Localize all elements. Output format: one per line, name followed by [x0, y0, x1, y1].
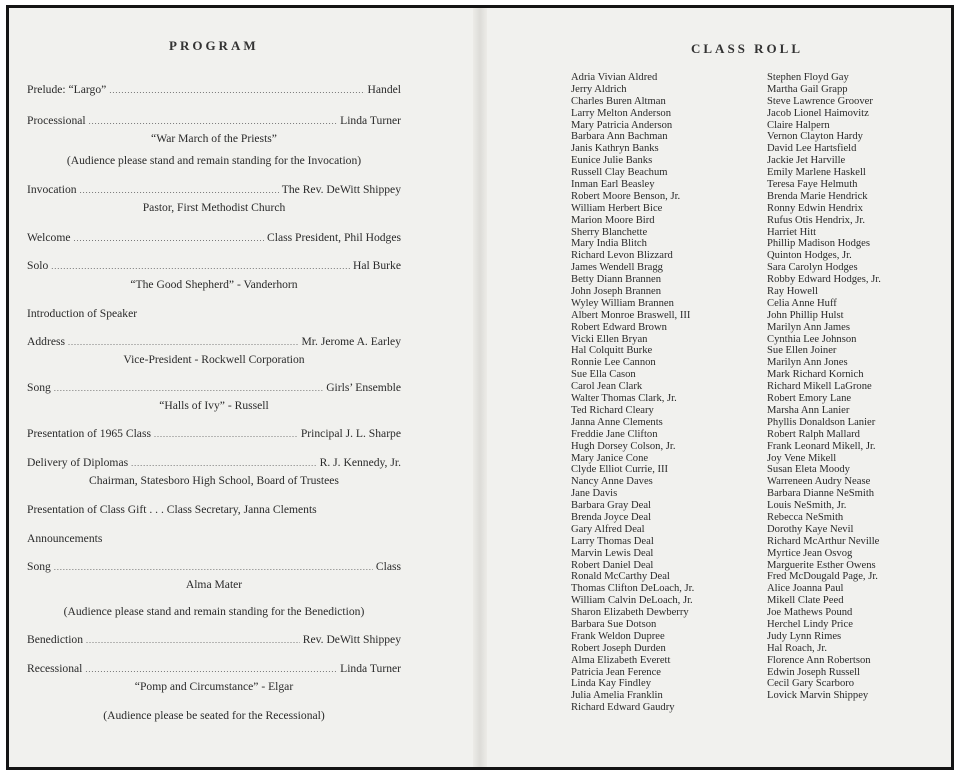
list-item: Brenda Joyce Deal — [571, 511, 652, 523]
presentation-class-presenter: Principal J. L. Sharpe — [300, 427, 401, 440]
processional-line — [27, 114, 401, 129]
welcome-line — [27, 231, 401, 246]
audience-seated: (Audience please be seated for the Recessional) — [103, 709, 325, 722]
delivery-presenter: R. J. Kennedy, Jr. — [319, 456, 401, 469]
list-item: Celia Anne Huff — [767, 297, 837, 309]
list-item: Hugh Dorsey Colson, Jr. — [571, 440, 676, 452]
program-heading: PROGRAM — [169, 38, 259, 53]
invocation-subtitle: Pastor, First Methodist Church — [142, 201, 286, 214]
list-item: Jane Davis — [571, 488, 618, 500]
list-item: Harriet Hitt — [767, 226, 817, 238]
class-roll-column-2 — [767, 72, 881, 702]
list-item: Richard Mikell LaGrone — [767, 381, 872, 393]
list-item: Robby Edward Hodges, Jr. — [767, 274, 881, 286]
list-item: Warreneen Audry Nease — [767, 476, 871, 488]
leader-dots — [109, 84, 364, 98]
list-item: Marvin Lewis Deal — [571, 547, 654, 559]
audience-stand-benediction: (Audience please stand and remain standing for the Benediction) — [63, 605, 365, 618]
list-item: William Calvin DeLoach, Jr. — [571, 595, 693, 607]
list-item: Janis Kathryn Banks — [571, 143, 659, 155]
list-item: Robert Daniel Deal — [571, 559, 654, 571]
list-item: Charles Buren Altman — [571, 95, 666, 107]
list-item: Russell Clay Beachum — [571, 167, 668, 179]
list-item: Patricia Jean Ference — [571, 666, 662, 678]
song1-line — [27, 381, 401, 396]
list-item: Florence Ann Robertson — [767, 654, 871, 666]
list-item: James Wendell Bragg — [571, 262, 663, 274]
list-item: Rufus Otis Hendrix, Jr. — [767, 214, 865, 226]
solo-label: Solo — [27, 259, 49, 272]
benediction-line — [27, 633, 401, 648]
list-item: Ronnie Lee Cannon — [571, 357, 656, 369]
song2-performer: Class — [375, 560, 401, 573]
list-item: Sue Ellen Joiner — [767, 345, 837, 357]
class-roll-column-1 — [571, 72, 694, 714]
class-roll-heading: CLASS ROLL — [691, 41, 803, 56]
list-item: Marsha Ann Lanier — [767, 404, 850, 416]
list-item: Phyllis Donaldson Lanier — [767, 416, 876, 428]
list-item: Barbara Ann Bachman — [571, 131, 668, 143]
solo-line — [27, 259, 401, 274]
song1-label: Song — [27, 381, 51, 394]
list-item: Alice Joanna Paul — [767, 583, 844, 595]
list-item: Carol Jean Clark — [571, 381, 643, 393]
list-item: Claire Halpern — [767, 119, 830, 131]
list-item: Larry Thomas Deal — [571, 535, 654, 547]
solo-performer: Hal Burke — [353, 259, 401, 272]
list-item: Dorothy Kaye Nevil — [767, 523, 854, 535]
recessional-piece: “Pomp and Circumstance” - Elgar — [134, 680, 294, 693]
list-item: Teresa Faye Helmuth — [767, 179, 858, 191]
list-item: Mark Richard Kornich — [767, 369, 864, 381]
list-item: Adria Vivian Aldred — [571, 72, 658, 83]
list-item: Ray Howell — [767, 286, 818, 298]
list-item: Judy Lynn Rimes — [767, 630, 842, 642]
leader-dots — [86, 634, 300, 648]
list-item: Marion Moore Bird — [571, 214, 655, 226]
list-item: Fred McDougald Page, Jr. — [767, 571, 878, 583]
solo-piece: “The Good Shepherd” - Vanderhorn — [130, 278, 298, 291]
address-line — [27, 335, 401, 350]
list-item: Clyde Elliot Currie, III — [571, 464, 669, 476]
list-item: Phillip Madison Hodges — [767, 238, 870, 250]
list-item: Stephen Floyd Gay — [767, 72, 849, 83]
invocation-officiant: The Rev. DeWitt Shippey — [281, 183, 401, 196]
prelude-performer: Handel — [367, 83, 401, 96]
list-item: Mary Patricia Anderson — [571, 119, 673, 131]
leader-dots — [80, 184, 279, 198]
announcements-line: Announcements — [27, 532, 103, 545]
list-item: Frank Weldon Dupree — [571, 630, 665, 642]
list-item: Richard Levon Blizzard — [571, 250, 673, 262]
list-item: Rebecca NeSmith — [767, 511, 844, 523]
list-item: Joy Vene Mikell — [767, 452, 837, 464]
presentation-class-line — [27, 427, 401, 442]
list-item: Mary India Blitch — [571, 238, 647, 250]
list-item: John Phillip Hulst — [767, 309, 844, 321]
list-item: Brenda Marie Hendrick — [767, 190, 868, 202]
list-item: Walter Thomas Clark, Jr. — [571, 393, 677, 405]
processional-performer: Linda Turner — [340, 114, 401, 127]
list-item: Wyley William Brannen — [571, 297, 674, 309]
list-item: Sherry Blanchette — [571, 226, 648, 238]
welcome-speaker: Class President, Phil Hodges — [267, 231, 401, 244]
list-item: Janna Anne Clements — [571, 416, 663, 428]
delivery-line — [27, 456, 401, 471]
address-speaker: Mr. Jerome A. Earley — [301, 335, 401, 348]
list-item: Nancy Anne Daves — [571, 476, 653, 488]
address-label: Address — [27, 335, 65, 348]
list-item: Jerry Aldrich — [571, 83, 627, 95]
list-item: Ronald McCarthy Deal — [571, 571, 670, 583]
delivery-label: Delivery of Diplomas — [27, 456, 129, 469]
list-item: Barbara Dianne NeSmith — [767, 488, 875, 500]
list-item: Martha Gail Grapp — [767, 83, 848, 95]
recessional-label: Recessional — [27, 662, 83, 675]
presentation-class-label: Presentation of 1965 Class — [27, 427, 151, 440]
leader-dots — [54, 382, 323, 396]
list-item: Gary Alfred Deal — [571, 523, 645, 535]
list-item: Marguerite Esther Owens — [767, 559, 876, 571]
list-item: Mary Janice Cone — [571, 452, 649, 464]
benediction-officiant: Rev. DeWitt Shippey — [302, 633, 401, 646]
leader-dots — [154, 428, 298, 442]
list-item: Ted Richard Cleary — [571, 404, 654, 416]
list-item: Edwin Joseph Russell — [767, 666, 860, 678]
list-item: Frank Leonard Mikell, Jr. — [767, 440, 876, 452]
list-item: Robert Edward Brown — [571, 321, 667, 333]
list-item: Steve Lawrence Groover — [767, 95, 873, 107]
address-subtitle: Vice-President - Rockwell Corporation — [123, 353, 305, 366]
list-item: Thomas Clifton DeLoach, Jr. — [571, 583, 695, 595]
list-item: Betty Diann Brannen — [571, 274, 662, 286]
prelude-line — [27, 83, 401, 98]
list-item: Herchel Lindy Price — [767, 618, 853, 630]
leader-dots — [89, 115, 338, 129]
leader-dots — [54, 561, 373, 575]
leader-dots — [131, 457, 317, 471]
list-item: Hal Roach, Jr. — [767, 642, 828, 654]
list-item: Emily Marlene Haskell — [767, 167, 866, 179]
list-item: Robert Emory Lane — [767, 393, 852, 405]
list-item: Julia Amelia Franklin — [571, 690, 663, 702]
list-item: Robert Ralph Mallard — [767, 428, 860, 440]
list-item: Richard McArthur Neville — [767, 535, 880, 547]
list-item: Vicki Ellen Bryan — [571, 333, 648, 345]
song1-piece: “Halls of Ivy” - Russell — [159, 399, 269, 412]
invocation-line — [27, 183, 401, 198]
list-item: Eunice Julie Banks — [571, 155, 653, 167]
list-item: Myrtice Jean Osvog — [767, 547, 853, 559]
list-item: Jacob Lionel Haimovitz — [767, 107, 869, 119]
list-item: Jackie Jet Harville — [767, 155, 846, 167]
list-item: Cynthia Lee Johnson — [767, 333, 857, 345]
list-item: Louis NeSmith, Jr. — [767, 500, 847, 512]
list-item: Barbara Gray Deal — [571, 500, 651, 512]
program-document — [6, 5, 954, 770]
song2-label: Song — [27, 560, 51, 573]
list-item: Freddie Jane Clifton — [571, 428, 658, 440]
list-item: William Herbert Bice — [571, 202, 663, 214]
invocation-label: Invocation — [27, 183, 77, 196]
list-item: Richard Edward Gaudry — [571, 702, 675, 714]
class-gift-line: Presentation of Class Gift . . . Class Secretary, Janna Clements — [27, 503, 317, 516]
delivery-subtitle: Chairman, Statesboro High School, Board of Trustees — [89, 474, 339, 487]
list-item: Linda Kay Findley — [571, 678, 652, 690]
list-item: Ronny Edwin Hendrix — [767, 202, 863, 214]
page-fold — [473, 8, 487, 767]
recessional-performer: Linda Turner — [340, 662, 401, 675]
introduction-line: Introduction of Speaker — [27, 307, 138, 320]
list-item: Hal Colquitt Burke — [571, 345, 653, 357]
list-item: Sara Carolyn Hodges — [767, 262, 858, 274]
benediction-label: Benediction — [27, 633, 84, 646]
song2-line — [27, 560, 401, 575]
list-item: Sharon Elizabeth Dewberry — [571, 607, 689, 619]
welcome-label: Welcome — [27, 231, 71, 244]
audience-stand-invocation: (Audience please stand and remain standing for the Invocation) — [66, 154, 362, 167]
list-item: Mikell Clate Peed — [767, 595, 844, 607]
list-item: Lovick Marvin Shippey — [767, 690, 869, 702]
list-item: Cecil Gary Scarboro — [767, 678, 855, 690]
list-item: Albert Monroe Braswell, III — [571, 309, 691, 321]
song2-piece: Alma Mater — [185, 578, 243, 591]
processional-piece: “War March of the Priests” — [151, 132, 277, 145]
list-item: Marilyn Ann Jones — [767, 357, 848, 369]
song1-performer: Girls’ Ensemble — [326, 381, 401, 394]
list-item: David Lee Hartsfield — [767, 143, 857, 155]
recessional-line — [27, 662, 401, 677]
list-item: Joe Mathews Pound — [767, 607, 853, 619]
list-item: John Joseph Brannen — [571, 286, 662, 298]
list-item: Sue Ella Cason — [571, 369, 636, 381]
list-item: Alma Elizabeth Everett — [571, 654, 671, 666]
leader-dots — [68, 336, 299, 350]
list-item: Robert Joseph Durden — [571, 642, 666, 654]
list-item: Marilyn Ann James — [767, 321, 850, 333]
list-item: Robert Moore Benson, Jr. — [571, 190, 681, 202]
list-item: Vernon Clayton Hardy — [767, 131, 863, 143]
list-item: Barbara Sue Dotson — [571, 618, 657, 630]
leader-dots — [85, 663, 337, 677]
list-item: Inman Earl Beasley — [571, 179, 655, 191]
list-item: Larry Melton Anderson — [571, 107, 672, 119]
list-item: Quinton Hodges, Jr. — [767, 250, 852, 262]
leader-dots — [74, 232, 265, 246]
leader-dots — [51, 260, 350, 274]
prelude-label: Prelude: “Largo” — [27, 83, 107, 96]
processional-label: Processional — [27, 114, 86, 127]
list-item: Susan Eleta Moody — [767, 464, 850, 476]
